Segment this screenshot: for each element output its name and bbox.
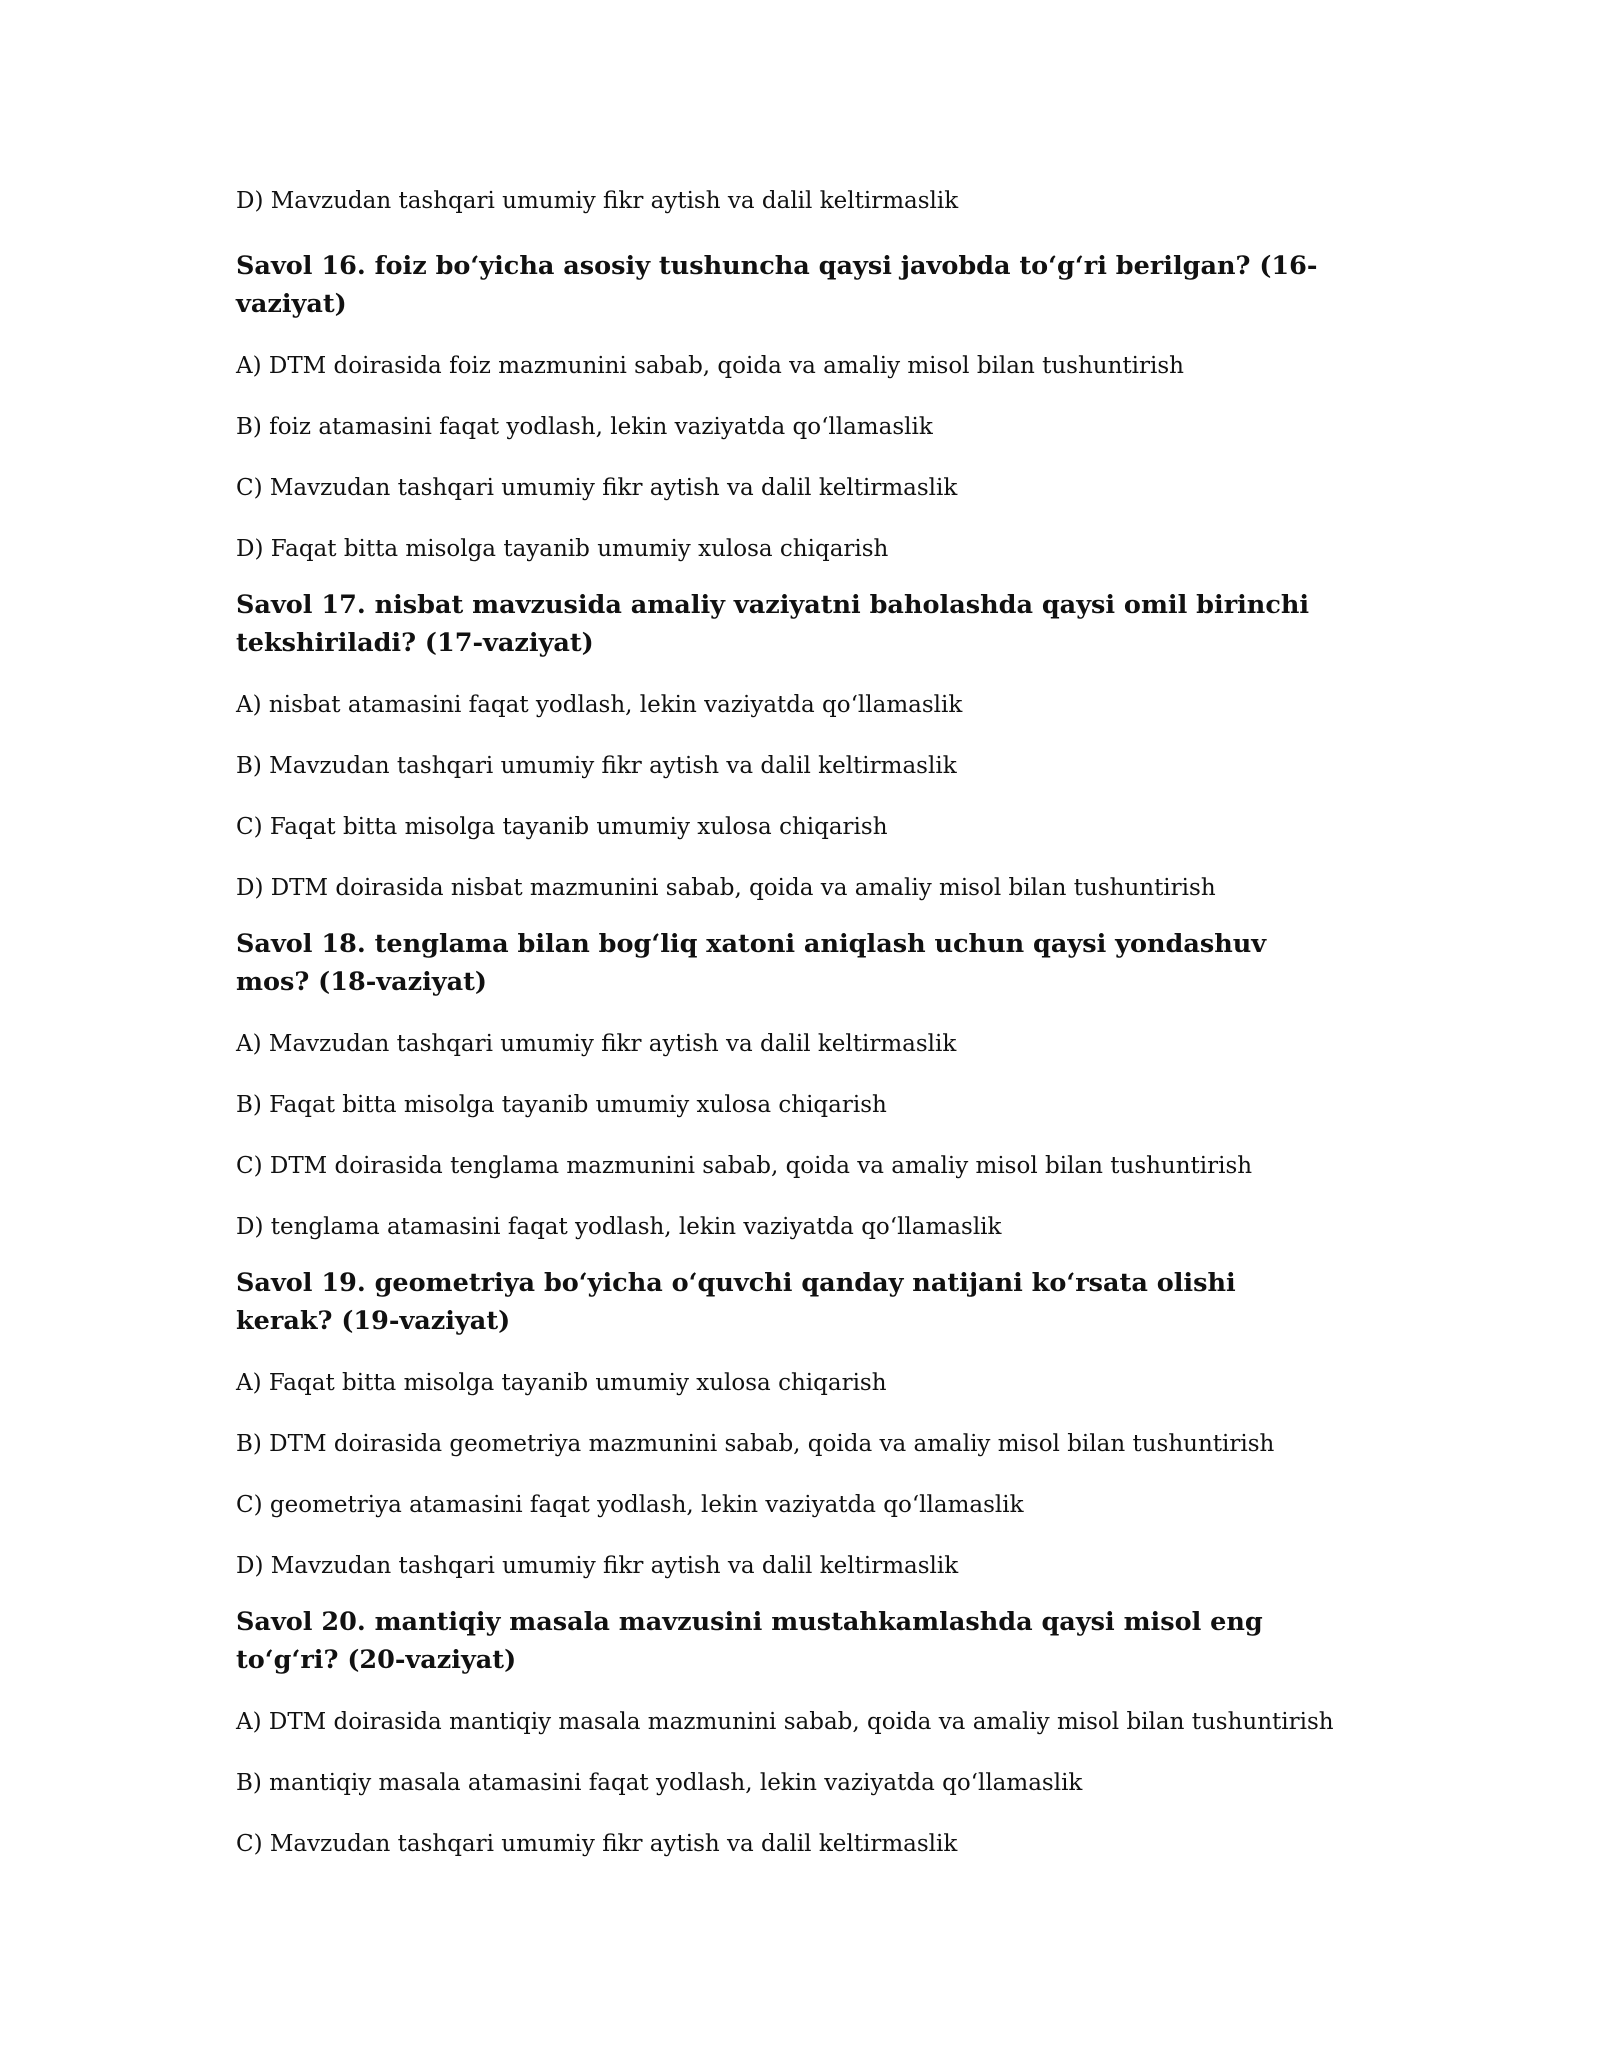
answer-option: D) Faqat bitta misolga tayanib umumiy xulosa chiqarish bbox=[236, 536, 889, 562]
question-title: Savol 19. geometriya bo‘yicha o‘quvchi qanday natijani ko‘rsata olishi kerak? (19-vaziyat) bbox=[236, 1268, 1236, 1336]
answer-option: D) Mavzudan tashqari umumiy fikr aytish va dalil keltirmaslik bbox=[236, 188, 959, 214]
question-block-16 bbox=[236, 247, 1336, 564]
answer-option: D) tenglama atamasini faqat yodlash, lekin vaziyatda qo‘llamaslik bbox=[236, 1214, 1002, 1240]
answer-option: C) Faqat bitta misolga tayanib umumiy xulosa chiqarish bbox=[236, 814, 888, 840]
answer-option: B) DTM doirasida geometriya mazmunini sabab, qoida va amaliy misol bilan tushuntirish bbox=[236, 1431, 1275, 1457]
answer-option: C) Mavzudan tashqari umumiy fikr aytish va dalil keltirmaslik bbox=[236, 1831, 958, 1857]
answer-option: B) foiz atamasini faqat yodlash, lekin vaziyatda qo‘llamaslik bbox=[236, 414, 933, 440]
answer-option: C) Mavzudan tashqari umumiy fikr aytish va dalil keltirmaslik bbox=[236, 475, 958, 501]
answer-option: D) DTM doirasida nisbat mazmunini sabab, qoida va amaliy misol bilan tushuntirish bbox=[236, 875, 1216, 901]
answer-option: B) mantiqiy masala atamasini faqat yodlash, lekin vaziyatda qo‘llamaslik bbox=[236, 1770, 1083, 1796]
answer-option: D) Mavzudan tashqari umumiy fikr aytish va dalil keltirmaslik bbox=[236, 1553, 959, 1579]
answer-option: B) Faqat bitta misolga tayanib umumiy xulosa chiqarish bbox=[236, 1092, 887, 1118]
answer-option: A) DTM doirasida mantiqiy masala mazmunini sabab, qoida va amaliy misol bilan tushuntirish bbox=[236, 1709, 1334, 1735]
question-title: Savol 20. mantiqiy masala mavzusini mustahkamlashda qaysi misol eng to‘g‘ri? (20-vaziyat) bbox=[236, 1607, 1263, 1675]
answer-option: A) nisbat atamasini faqat yodlash, lekin vaziyatda qo‘llamaslik bbox=[236, 692, 963, 718]
answer-option: A) Faqat bitta misolga tayanib umumiy xulosa chiqarish bbox=[236, 1370, 887, 1396]
question-title: Savol 17. nisbat mavzusida amaliy vaziyatni baholashda qaysi omil birinchi tekshiriladi? (17-vaziyat) bbox=[236, 590, 1310, 658]
question-block-19 bbox=[236, 1264, 1336, 1581]
answer-option: C) DTM doirasida tenglama mazmunini sabab, qoida va amaliy misol bilan tushuntirish bbox=[236, 1153, 1253, 1179]
question-block-18 bbox=[236, 925, 1336, 1242]
document-page bbox=[236, 186, 1336, 1881]
question-block-20 bbox=[236, 1603, 1336, 1859]
answer-option: B) Mavzudan tashqari umumiy fikr aytish va dalil keltirmaslik bbox=[236, 753, 957, 779]
answer-option: A) Mavzudan tashqari umumiy fikr aytish va dalil keltirmaslik bbox=[236, 1031, 957, 1057]
question-block-17 bbox=[236, 586, 1336, 903]
question-title: Savol 16. foiz bo‘yicha asosiy tushuncha qaysi javobda to‘g‘ri berilgan? (16-vaziyat) bbox=[236, 251, 1318, 319]
question-title: Savol 18. tenglama bilan bog‘liq xatoni aniqlash uchun qaysi yondashuv mos? (18-vaziyat) bbox=[236, 929, 1267, 997]
answer-option: A) DTM doirasida foiz mazmunini sabab, qoida va amaliy misol bilan tushuntirish bbox=[236, 353, 1184, 379]
answer-option: C) geometriya atamasini faqat yodlash, lekin vaziyatda qo‘llamaslik bbox=[236, 1492, 1024, 1518]
